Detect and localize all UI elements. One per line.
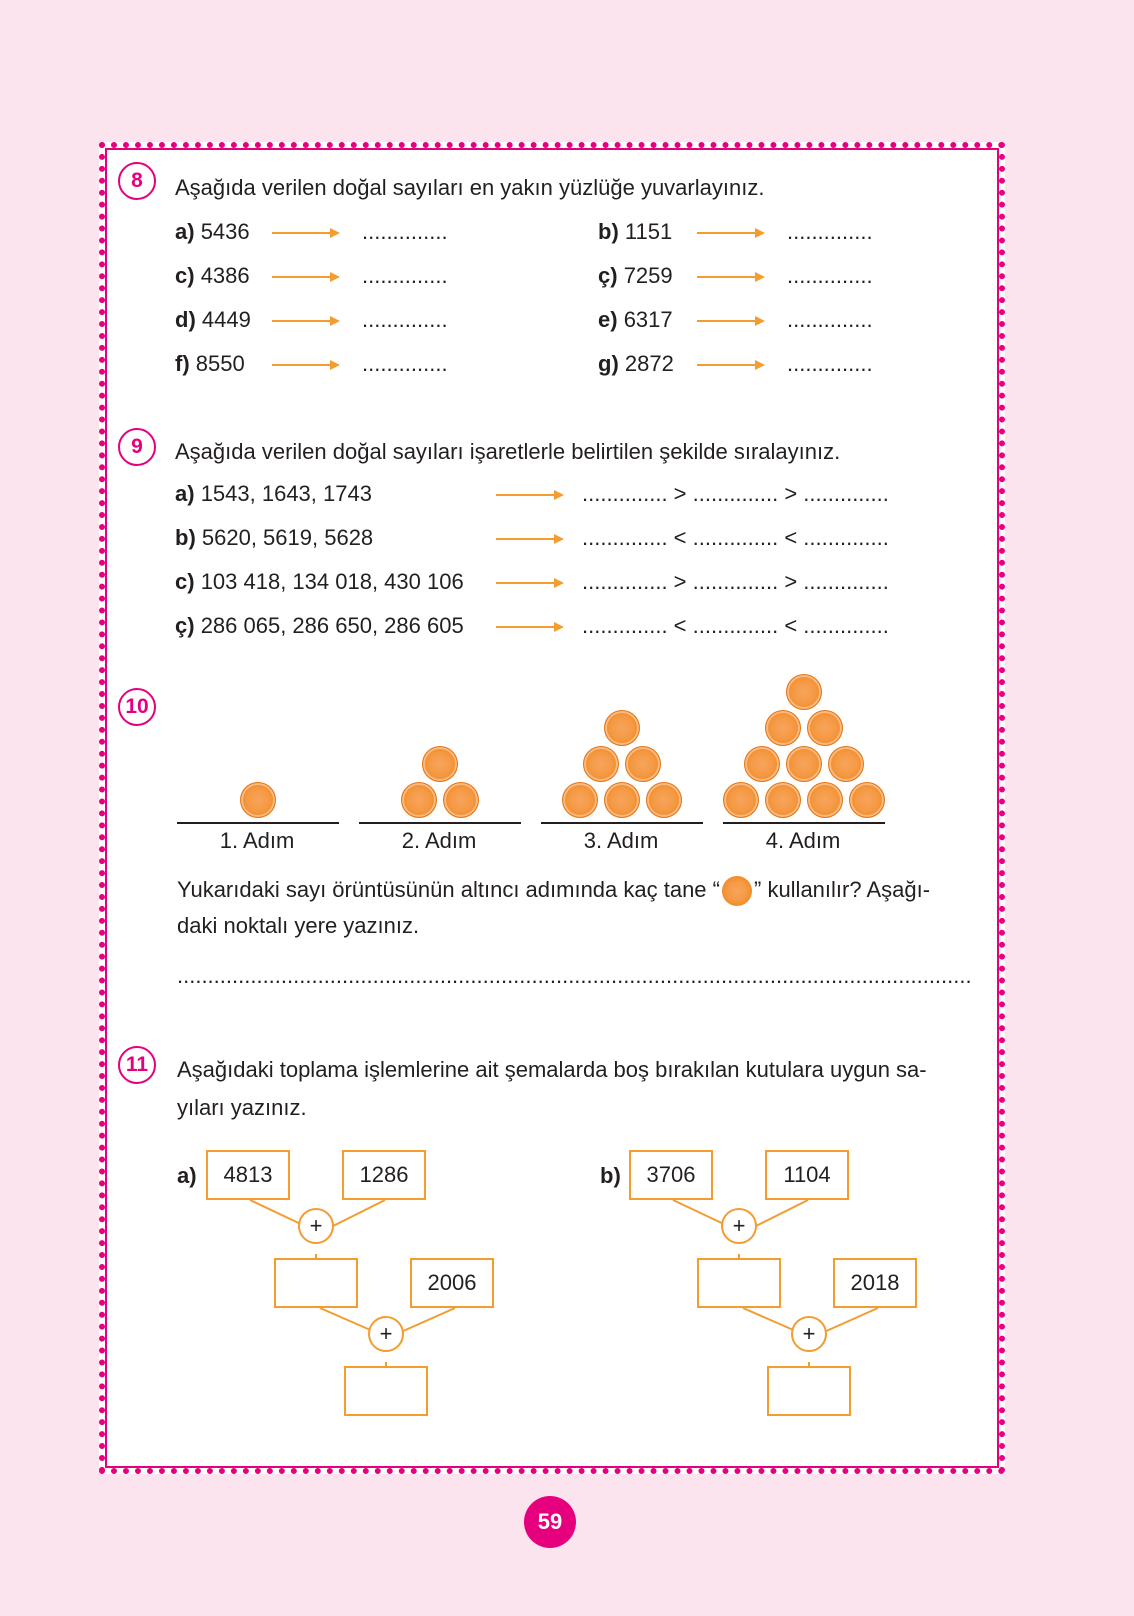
- arrow-icon: [496, 620, 566, 634]
- answer-blank[interactable]: ..............: [787, 263, 873, 288]
- arrow-icon: [272, 358, 342, 372]
- q8-item-label: d) 4449: [175, 307, 251, 332]
- orange-ball-icon: [443, 782, 479, 818]
- arrow-icon: [496, 532, 566, 546]
- q8-item-label: a) 5436: [175, 219, 250, 244]
- q8-item-label: ç) 7259: [598, 263, 673, 288]
- step-label-4: 4. Adım: [765, 828, 841, 853]
- question-11-number: 11: [118, 1046, 156, 1084]
- orange-ball-icon: [604, 710, 640, 746]
- orange-ball-icon: [604, 782, 640, 818]
- sum-answer-box[interactable]: [697, 1258, 781, 1308]
- orange-ball-icon: [646, 782, 682, 818]
- page-number: 59: [524, 1496, 576, 1548]
- answer-blank[interactable]: ..............: [362, 351, 448, 376]
- arrow-icon: [272, 226, 342, 240]
- plus-icon: +: [368, 1316, 404, 1352]
- step-baseline: [359, 822, 521, 824]
- q9-item-c: c) 103 418, 134 018, 430 106: [175, 569, 464, 594]
- answer-line[interactable]: ..................................................................................................................................: [177, 963, 972, 988]
- arrow-icon: [272, 314, 342, 328]
- q9-item-cc: ç) 286 065, 286 650, 286 605: [175, 613, 464, 638]
- q8-item-label: g) 2872: [598, 351, 674, 376]
- addend-box: 1104: [765, 1150, 849, 1200]
- addend-box: 4813: [206, 1150, 290, 1200]
- question-8-number: 8: [118, 162, 156, 200]
- question-10-number: 10: [118, 688, 156, 726]
- ordering-answer[interactable]: .............. < .............. < ..............: [582, 613, 889, 638]
- addend-box: 1286: [342, 1150, 426, 1200]
- answer-blank[interactable]: ..............: [787, 307, 873, 332]
- q8-item-label: f) 8550: [175, 351, 245, 376]
- sum-answer-box[interactable]: [274, 1258, 358, 1308]
- orange-ball-icon: [625, 746, 661, 782]
- diagram-a-label: a): [177, 1163, 197, 1188]
- question-10-text: Yukarıdaki sayı örüntüsünün altıncı adımında kaç tane “ ” kullanılır? Aşağı-: [177, 872, 987, 908]
- orange-ball-icon: [786, 746, 822, 782]
- arrow-icon: [697, 358, 767, 372]
- orange-ball-icon: [422, 746, 458, 782]
- arrow-icon: [496, 576, 566, 590]
- orange-ball-icon: [765, 710, 801, 746]
- addend-box: 2018: [833, 1258, 917, 1308]
- q9-item-a: a) 1543, 1643, 1743: [175, 481, 372, 506]
- question-10-text-line2: daki noktalı yere yazınız.: [177, 913, 420, 938]
- orange-ball-icon: [828, 746, 864, 782]
- total-answer-box[interactable]: [344, 1366, 428, 1416]
- step-baseline: [541, 822, 703, 824]
- arrow-icon: [697, 270, 767, 284]
- step-label-2: 2. Adım: [401, 828, 477, 853]
- orange-ball-icon: [583, 746, 619, 782]
- arrow-icon: [272, 270, 342, 284]
- answer-blank[interactable]: ..............: [787, 219, 873, 244]
- ordering-answer[interactable]: .............. > .............. > ..............: [582, 569, 889, 594]
- question-9-number: 9: [118, 428, 156, 466]
- q9-item-b: b) 5620, 5619, 5628: [175, 525, 374, 550]
- step-label-1: 1. Adım: [219, 828, 295, 853]
- orange-ball-icon: [807, 710, 843, 746]
- total-answer-box[interactable]: [767, 1366, 851, 1416]
- question-11-text-line2: yıları yazınız.: [177, 1095, 307, 1120]
- orange-ball-icon: [786, 674, 822, 710]
- orange-ball-icon: [849, 782, 885, 818]
- arrow-icon: [697, 314, 767, 328]
- orange-ball-icon: [807, 782, 843, 818]
- orange-ball-icon: [744, 746, 780, 782]
- q8-item-label: b) 1151: [598, 219, 673, 244]
- answer-blank[interactable]: ..............: [362, 219, 448, 244]
- arrow-icon: [697, 226, 767, 240]
- orange-ball-icon: [723, 782, 759, 818]
- step-baseline: [177, 822, 339, 824]
- q8-item-label: e) 6317: [598, 307, 673, 332]
- ordering-answer[interactable]: .............. < .............. < ..............: [582, 525, 889, 550]
- plus-icon: +: [721, 1208, 757, 1244]
- orange-ball-icon: [401, 782, 437, 818]
- orange-ball-icon: [722, 876, 752, 906]
- step-label-3: 3. Adım: [583, 828, 659, 853]
- answer-blank[interactable]: ..............: [787, 351, 873, 376]
- orange-ball-icon: [765, 782, 801, 818]
- question-8-text: Aşağıda verilen doğal sayıları en yakın yüzlüğe yuvarlayınız.: [175, 175, 765, 200]
- plus-icon: +: [791, 1316, 827, 1352]
- orange-ball-icon: [240, 782, 276, 818]
- diagram-b-label: b): [600, 1163, 621, 1188]
- question-11-text: Aşağıdaki toplama işlemlerine ait şemalarda boş bırakılan kutulara uygun sa-: [177, 1057, 927, 1082]
- answer-blank[interactable]: ..............: [362, 263, 448, 288]
- answer-blank[interactable]: ..............: [362, 307, 448, 332]
- orange-ball-icon: [562, 782, 598, 818]
- arrow-icon: [496, 488, 566, 502]
- question-9-text: Aşağıda verilen doğal sayıları işaretlerle belirtilen şekilde sıralayınız.: [175, 439, 841, 464]
- addend-box: 3706: [629, 1150, 713, 1200]
- plus-icon: +: [298, 1208, 334, 1244]
- step-baseline: [723, 822, 885, 824]
- ordering-answer[interactable]: .............. > .............. > ..............: [582, 481, 889, 506]
- addend-box: 2006: [410, 1258, 494, 1308]
- q8-item-label: c) 4386: [175, 263, 250, 288]
